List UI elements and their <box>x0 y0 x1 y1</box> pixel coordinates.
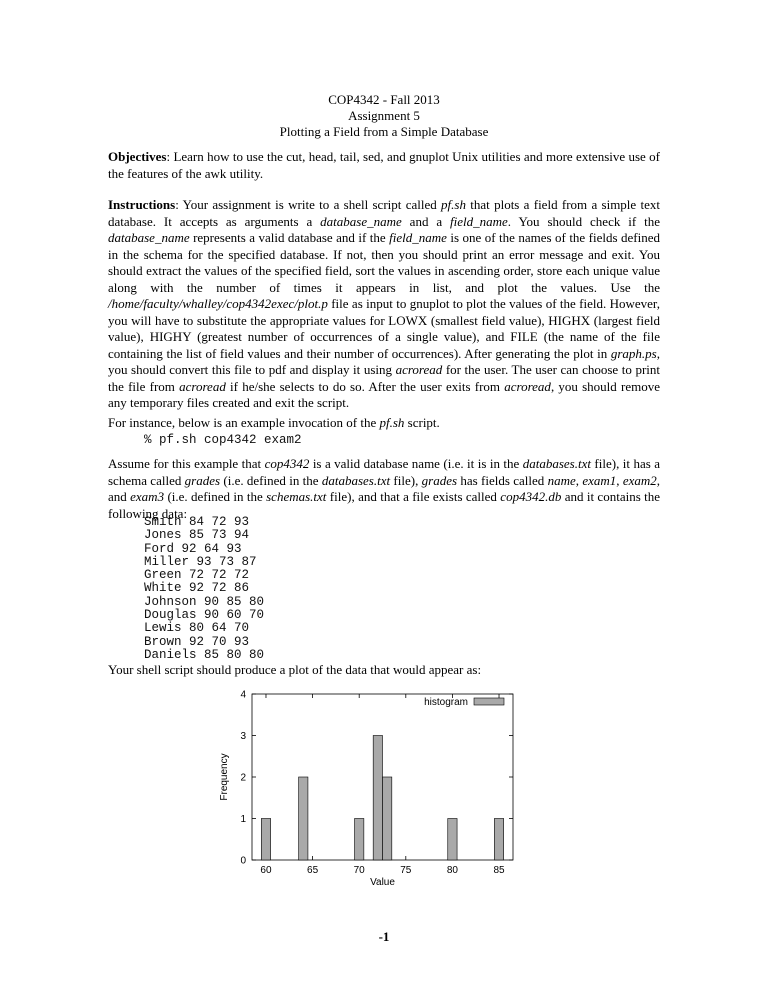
course-line: COP4342 - Fall 2013 <box>328 92 440 107</box>
plot-file-path: /home/faculty/whalley/cop4342exec/plot.p <box>108 296 328 311</box>
file-term: cop4342.db <box>500 489 562 504</box>
histogram-chart <box>215 682 520 888</box>
text-run: if he/she selects to do so. After the user exits from <box>225 378 505 394</box>
text-run: . You should check if the <box>507 213 660 229</box>
header <box>0 92 768 140</box>
script-name: pf.sh <box>441 197 466 212</box>
text-run: represents a valid database and if the <box>189 230 390 245</box>
text-run: and it contains the following data: <box>108 489 661 521</box>
document-title: Plotting a Field from a Simple Database <box>279 124 489 139</box>
instructions-label: Instructions <box>108 197 176 212</box>
field-term: name <box>547 472 576 488</box>
x-tick-label: 60 <box>260 865 272 876</box>
graph-file-name: graph.ps <box>610 345 657 361</box>
field-name-term: field_name <box>389 230 447 245</box>
text-run: that plots a field from a simple text database. It accepts as arguments a <box>108 197 660 229</box>
histogram-bar <box>383 777 392 860</box>
text-run: : Your assignment is write to a shell script called <box>175 197 442 212</box>
acroread-term: acroread <box>179 378 226 394</box>
text-run: has fields called <box>457 472 548 488</box>
file-term: databases.txt <box>321 472 391 488</box>
histogram-bar <box>261 819 270 861</box>
histogram-bar <box>448 819 457 861</box>
produce-paragraph: Your shell script should produce a plot of the data that would appear as: <box>108 662 482 677</box>
histogram-bar <box>355 819 364 861</box>
text-run: script. <box>404 415 440 430</box>
field-name-term: field_name <box>450 213 508 229</box>
text-run: file), <box>390 472 422 488</box>
histogram-bar <box>373 736 382 861</box>
text-run: , and <box>108 472 661 504</box>
histogram-bar <box>299 777 308 860</box>
database-term: cop4342 <box>264 456 310 471</box>
text-run: is one of the names of the fields defined in the schema for the specified database. If not, then you should print an error message and exit. You should extract the values of the specified field, sort the values in ascending order, store each unique value along with the number of times it appears in list, and plot the values. Use the <box>108 230 660 295</box>
y-tick-label: 0 <box>240 855 246 867</box>
text-run: , you should convert this file to pdf and display it using <box>108 345 660 377</box>
instructions-paragraph <box>108 197 660 412</box>
text-run: , <box>616 472 623 488</box>
x-tick-label: 85 <box>493 865 505 876</box>
x-tick-label: 75 <box>400 865 412 876</box>
x-tick-label: 65 <box>307 865 319 876</box>
schema-term: grades <box>184 472 221 488</box>
y-axis-label: Frequency <box>219 753 230 801</box>
field-term: exam3 <box>130 489 165 504</box>
objectives-text: : Learn how to use the cut, head, tail, sed, and gnuplot Unix utilities and more extensive use of the features of the awk utility. <box>108 149 660 181</box>
objectives-label: Objectives <box>108 149 167 164</box>
text-run: is a valid database name (i.e. it is in the <box>309 456 523 471</box>
legend-label: histogram <box>424 697 468 708</box>
acroread-term: acroread <box>504 378 551 394</box>
for-instance-paragraph <box>108 415 660 432</box>
field-term: exam2 <box>622 472 657 488</box>
y-tick-label: 2 <box>240 772 246 784</box>
script-name: pf.sh <box>379 415 405 430</box>
page-number: -1 <box>378 929 390 944</box>
acroread-term: acroread <box>395 362 443 377</box>
data-listing: Smith 84 72 93 Jones 85 73 94 Ford 92 64 93 Miller 93 73 87 Green 72 72 72 White 92 72 86 Johnson 90 85 80 Douglas 90 60 70 Lewis 80 64 70 Brown 92 70 93 Daniels 85 80 80 <box>144 515 265 662</box>
text-run: (i.e. defined in the <box>164 489 267 504</box>
objectives-paragraph <box>108 149 660 182</box>
text-run: For instance, below is an example invocation of the <box>108 415 380 430</box>
file-term: schemas.txt <box>266 489 327 504</box>
histogram-bar <box>494 819 503 861</box>
text-run: , <box>575 472 583 488</box>
text-run: for the user. The user can choose to print the file from <box>108 362 660 394</box>
y-tick-label: 1 <box>240 814 246 825</box>
text-run: Assume for this example that <box>108 456 265 471</box>
x-tick-label: 70 <box>353 865 365 876</box>
y-tick-label: 4 <box>240 689 246 701</box>
text-run: file), and that a file exists called <box>326 489 501 504</box>
text-run: file), it has a schema called <box>108 456 660 488</box>
schema-term: grades <box>421 472 458 488</box>
legend-swatch <box>474 698 504 705</box>
database-name-term: database_name <box>108 230 190 245</box>
text-run: file as input to gnuplot to plot the values of the field. However, you will have to substitute the appropriate values for LOWX (smallest field value), HIGHX (largest field value), HIGHY (greatest number of occurrences of a single value), and FILE (the name of the file containing the list of field values and their number of occurrences). After generating the plot in <box>108 296 660 361</box>
x-axis-label: Value <box>370 877 395 888</box>
y-tick-label: 3 <box>240 731 246 742</box>
assume-paragraph <box>108 456 660 522</box>
text-run: (i.e. defined in the <box>220 472 322 488</box>
example-command: % pf.sh cop4342 exam2 <box>144 433 302 447</box>
field-term: exam1 <box>582 472 617 488</box>
text-run: and a <box>401 213 451 229</box>
x-tick-label: 80 <box>446 865 458 876</box>
text-run: , you should remove any temporary files created and exit the script. <box>108 378 660 410</box>
file-term: databases.txt <box>522 456 591 471</box>
assignment-line: Assignment 5 <box>348 108 420 123</box>
database-name-term: database_name <box>320 213 402 229</box>
